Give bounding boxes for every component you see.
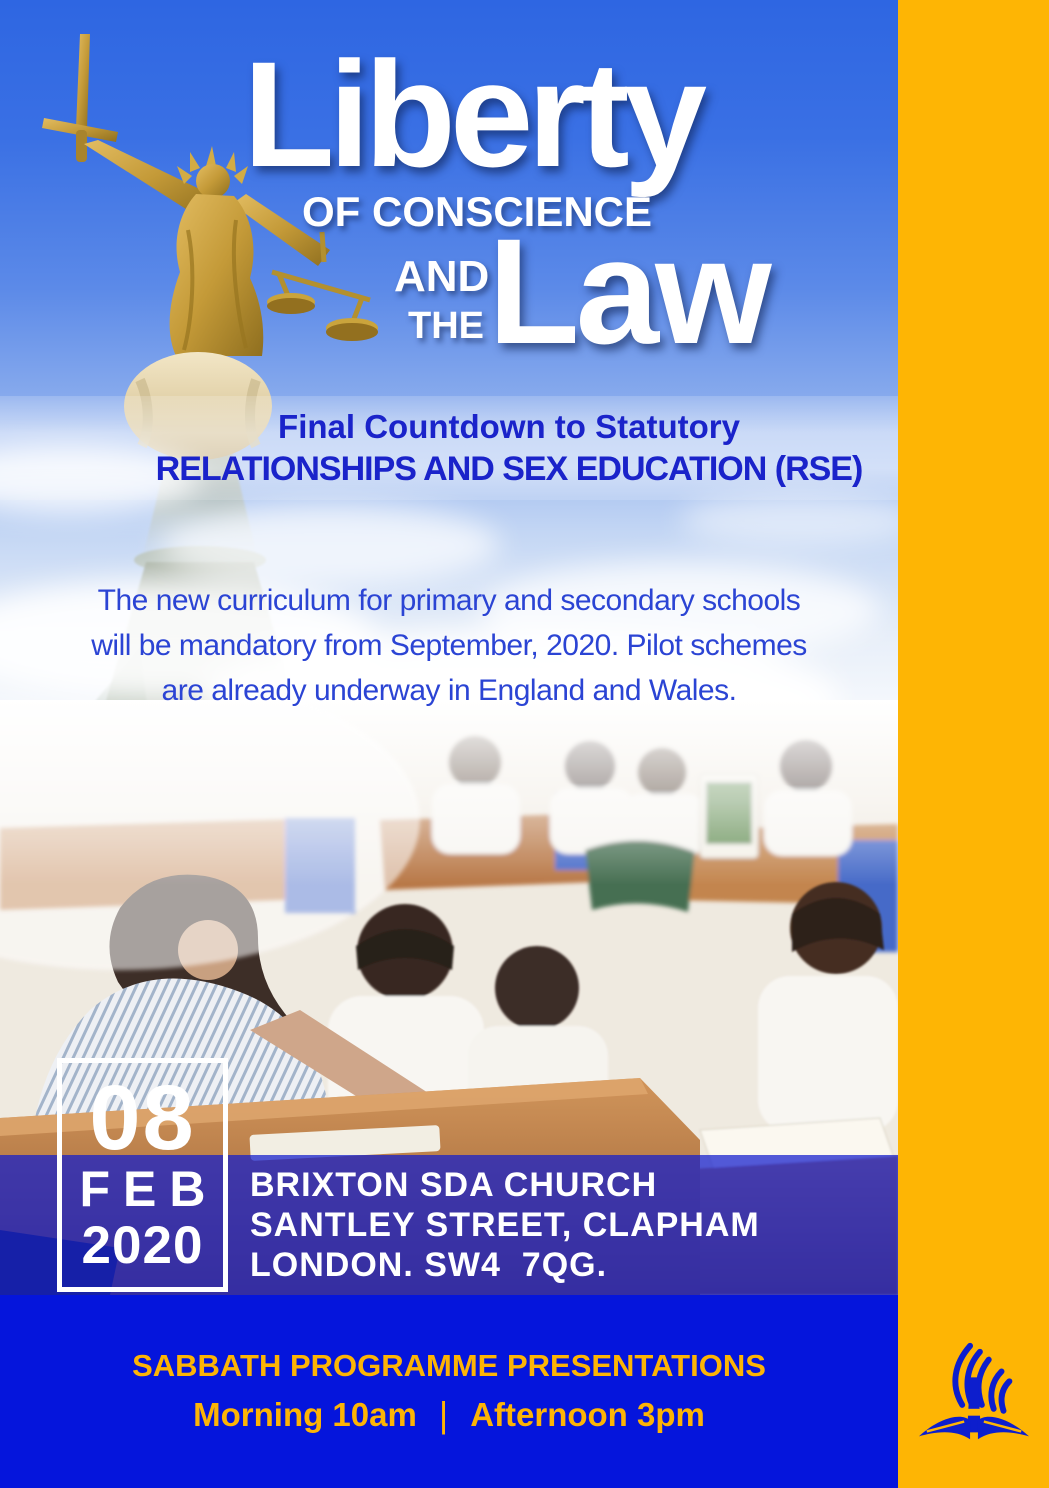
footer-divider: | (438, 1393, 449, 1435)
intro-line1: The new curriculum for primary and secondary schools (97, 584, 801, 617)
intro-text (0, 578, 898, 713)
footer-morning-time: Morning 10am (193, 1395, 417, 1433)
title-the: THE (408, 305, 484, 347)
date-box (57, 1058, 228, 1292)
title-law: Law (488, 207, 768, 375)
date-year: 2020 (81, 1216, 204, 1275)
side-stripe (898, 0, 1049, 1488)
date-day: 08 (89, 1067, 196, 1169)
sda-logo-icon (915, 1338, 1033, 1456)
subtitle-line1: Final Countdown to Statutory (278, 407, 740, 445)
title-of-conscience: OF CONSCIENCE (302, 188, 653, 235)
title-and: AND (394, 252, 490, 301)
venue-line3: LONDON. SW4 7QG. (250, 1246, 608, 1284)
subtitle-line2: RELATIONSHIPS AND SEX EDUCATION (RSE) (155, 449, 863, 488)
subtitle-band (0, 396, 898, 500)
intro-line2: will be mandatory from September, 2020. Pilot schemes (91, 629, 807, 662)
title-liberty: Liberty (243, 30, 702, 198)
footer-afternoon-time: Afternoon 3pm (470, 1395, 705, 1433)
footer-programme-title: SABBATH PROGRAMME PRESENTATIONS (132, 1347, 766, 1383)
venue-line2: SANTLEY STREET, CLAPHAM (250, 1206, 760, 1244)
footer-times (193, 1394, 705, 1436)
footer-bar (0, 1295, 898, 1488)
intro-line3: are already underway in England and Wales. (161, 674, 737, 707)
venue-line1: BRIXTON SDA CHURCH (250, 1166, 658, 1204)
date-month: FEB (79, 1161, 219, 1217)
